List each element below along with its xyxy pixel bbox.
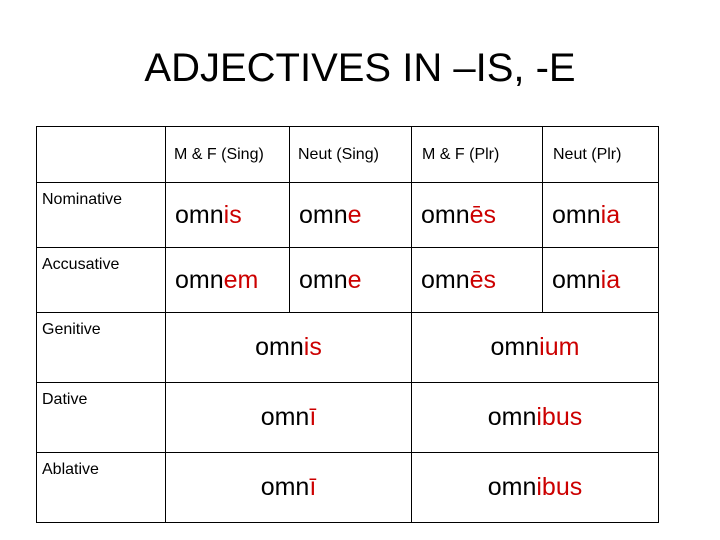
header-neut-plr: Neut (Plr): [543, 127, 659, 183]
cell-acc-mf-plr: [412, 248, 543, 313]
header-mf-plr: M & F (Plr): [412, 127, 543, 183]
header-row: [37, 127, 659, 183]
latin-form: omne: [299, 200, 362, 229]
latin-form: omnium: [490, 333, 580, 361]
latin-form: omnis: [175, 200, 242, 229]
case-label-ablative: Ablative: [37, 453, 166, 523]
latin-form: omnēs: [421, 200, 497, 229]
latin-form: omnibus: [487, 403, 583, 431]
latin-form: omnis: [255, 333, 322, 361]
cell-gen-plural: [412, 313, 659, 383]
cell-nom-mf-sing: [166, 183, 290, 248]
row-accusative: [37, 248, 659, 313]
latin-form: omnia: [552, 200, 621, 229]
case-label-dative: Dative: [37, 383, 166, 453]
cell-nom-neut-sing: [290, 183, 412, 248]
cell-acc-mf-sing: [166, 248, 290, 313]
cell-dat-singular: [166, 383, 412, 453]
case-label-accusative: Accusative: [37, 248, 166, 313]
cell-abl-singular: [166, 453, 412, 523]
latin-form: omnem: [175, 265, 259, 294]
declension-table: [36, 126, 659, 523]
case-label-nominative: Nominative: [37, 183, 166, 248]
cell-dat-plural: [412, 383, 659, 453]
latin-form: omnī: [260, 473, 317, 501]
header-mf-sing: M & F (Sing): [166, 127, 290, 183]
header-neut-sing: Neut (Sing): [290, 127, 412, 183]
header-corner: [37, 127, 166, 183]
cell-abl-plural: [412, 453, 659, 523]
cell-nom-mf-plr: [412, 183, 543, 248]
row-ablative: [37, 453, 659, 523]
latin-form: omnia: [552, 265, 621, 294]
cell-gen-singular: [166, 313, 412, 383]
cell-acc-neut-plr: [543, 248, 659, 313]
cell-acc-neut-sing: [290, 248, 412, 313]
case-label-genitive: Genitive: [37, 313, 166, 383]
latin-form: omnī: [260, 403, 317, 431]
latin-form: omne: [299, 265, 362, 294]
row-genitive: [37, 313, 659, 383]
slide-title: ADJECTIVES IN –IS, -E: [144, 46, 576, 90]
row-dative: [37, 383, 659, 453]
latin-form: omnibus: [487, 473, 583, 501]
cell-nom-neut-plr: [543, 183, 659, 248]
row-nominative: [37, 183, 659, 248]
latin-form: omnēs: [421, 265, 497, 294]
